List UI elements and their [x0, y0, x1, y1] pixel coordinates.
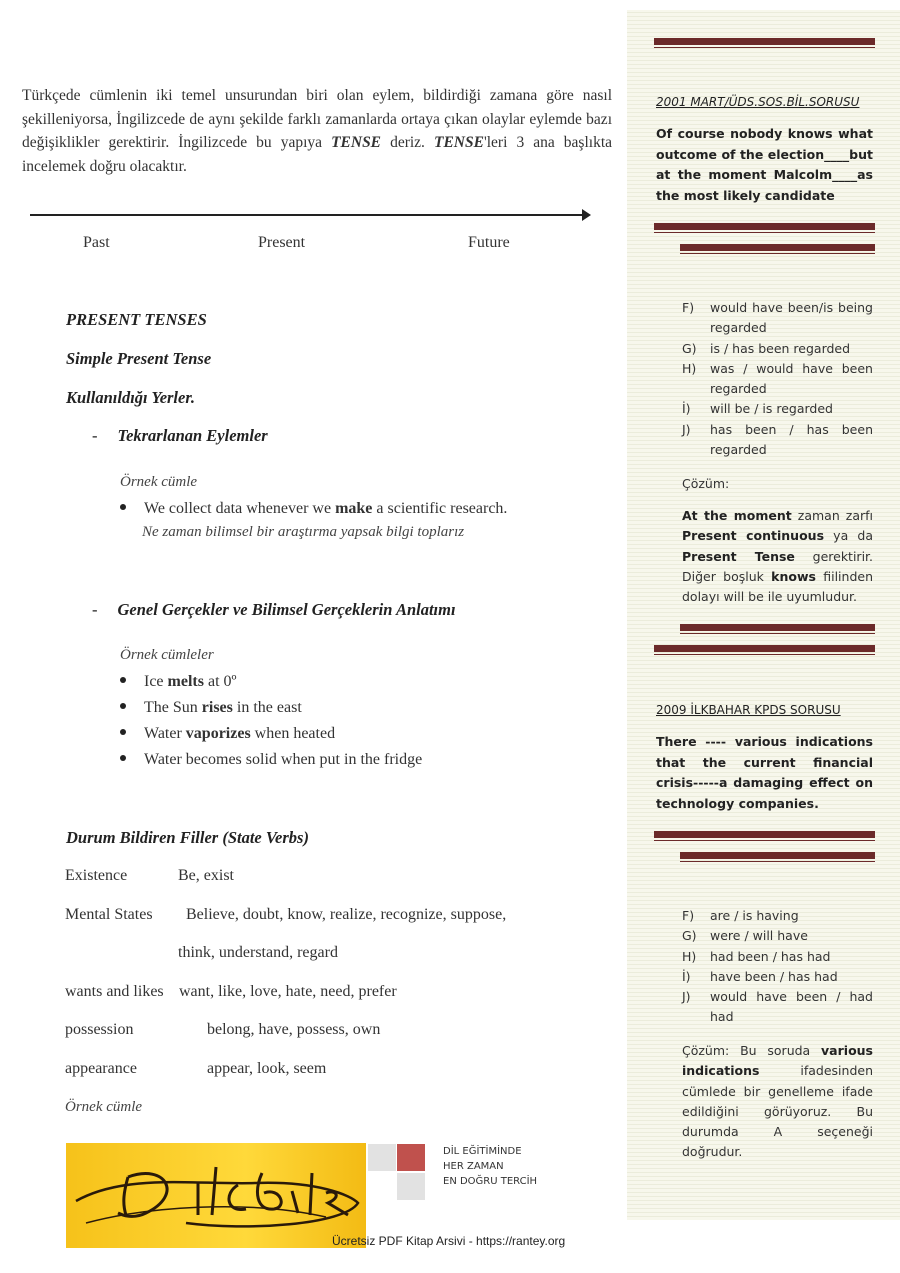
- state-verb-row: appearance appear, look, seem: [65, 1060, 327, 1077]
- answer-option: F) are / is having: [682, 908, 799, 923]
- arrow-head-icon: [582, 209, 591, 221]
- divider-rule: [680, 253, 875, 254]
- bullet-icon: [120, 729, 126, 735]
- usage-heading: Kullanıldığı Yerler.: [66, 388, 195, 407]
- state-verb-row: Mental States Believe, doubt, know, realize, recognize, suppose,: [65, 906, 507, 923]
- answer-option: G) were / will have: [682, 928, 808, 944]
- solution-label: Çözüm:: [682, 476, 730, 491]
- example-label: Örnek cümleler: [120, 647, 214, 663]
- question-2-title: 2009 İLKBAHAR KPDS SORUSU: [656, 703, 841, 717]
- timeline-present-label: Present: [258, 234, 306, 251]
- logo-square: [397, 1144, 425, 1171]
- intro-paragraph: Türkçede cümlenin iki temel unsurundan biri olan eylem, bildirdiği zamana göre nasıl şekilleniyorsa, İngilizcede de aynı şekilde farklı zamanlarda ortaya çıkan olaylar eylemde bazı değişiklikler gerektirir. İngilizcede bu yapıya TENSE deriz. TENSE'leri 3 ana başlıkta incelemek doğru olacaktır.: [22, 87, 613, 175]
- simple-present-heading: Simple Present Tense: [66, 349, 212, 368]
- question-1-text: Of course nobody knows what outcome of the election____but at the moment Malcolm____as the most likely candidate: [656, 126, 873, 203]
- divider-rule: [654, 831, 875, 838]
- divider-rule: [654, 38, 875, 45]
- answer-option: J) would have been / had had: [682, 989, 873, 1025]
- tense-term: TENSE: [331, 134, 382, 151]
- list-item: Water vaporizes when heated: [120, 725, 335, 743]
- logo-square: [368, 1144, 396, 1171]
- state-verbs-heading: Durum Bildiren Filler (State Verbs): [66, 828, 309, 847]
- divider-rule: [654, 47, 875, 48]
- answer-option: F) would have been/is being regarded: [682, 300, 873, 336]
- divider-rule: [654, 223, 875, 230]
- list-item: Ice melts at 0º: [120, 673, 236, 691]
- state-verb-row: wants and likes want, like, love, hate, need, prefer: [65, 983, 397, 1000]
- list-item: The Sun rises in the east: [120, 699, 302, 717]
- divider-rule: [654, 840, 875, 841]
- divider-rule: [654, 654, 875, 655]
- divider-rule: [680, 633, 875, 634]
- timeline-past-label: Past: [83, 234, 110, 251]
- state-verb-row: Existence Be, exist: [65, 867, 234, 884]
- answer-option: J) has been / has been regarded: [682, 421, 873, 458]
- section-repeated-actions: - Tekrarlanan Eylemler: [92, 426, 268, 445]
- translation: Ne zaman bilimsel bir araştırma yapsak bilgi toplarız: [142, 524, 465, 540]
- tense-term: TENSE: [433, 134, 484, 151]
- footer-text: Ücretsiz PDF Kitap Arsivi - https://rantey.org: [332, 1234, 566, 1248]
- list-item: Water becomes solid when put in the fridge: [120, 751, 422, 769]
- bullet-icon: [120, 504, 126, 510]
- question-1-title: 2001 MART/ÜDS.SOS.BİL.SORUSU: [656, 95, 860, 109]
- divider-rule: [680, 861, 875, 862]
- bullet-icon: [120, 755, 126, 761]
- logo-signature-icon: [66, 1143, 366, 1248]
- timeline-arrow-line: [30, 214, 586, 216]
- list-item: We collect data whenever we make a scientific research.: [120, 500, 507, 518]
- timeline-future-label: Future: [468, 234, 510, 251]
- example-label: Örnek cümle: [65, 1099, 143, 1115]
- dilbebir-logo: [66, 1143, 366, 1248]
- question-1-solution: At the moment zaman zarfı Present continuous ya da Present Tense gerektirir. Diğer boşluk knows fiilinden dolayı will be ile uyumludur.: [682, 508, 874, 605]
- answer-option: İ) have been / has had: [682, 968, 838, 984]
- tagline: DİL EĞİTİMİNDE HER ZAMAN EN DOĞRU TERCİH: [443, 1146, 538, 1187]
- answer-option: H) had been / has had: [682, 948, 831, 964]
- divider-rule: [680, 852, 875, 859]
- state-verb-row: think, understand, regard: [178, 944, 338, 961]
- question-2-solution: Çözüm: Bu soruda various indications ifadesinden cümlede bir genelleme ifade edildiğini görüyoruz. Bu durumda A seçeneği doğrudur.: [682, 1043, 873, 1160]
- divider-rule: [680, 244, 875, 251]
- present-tenses-heading: PRESENT TENSES: [66, 310, 207, 329]
- answer-option: G) is / has been regarded: [682, 340, 851, 356]
- logo-square: [397, 1173, 425, 1200]
- bullet-icon: [120, 677, 126, 683]
- example-label: Örnek cümle: [120, 474, 198, 490]
- answer-option: İ) will be / is regarded: [682, 401, 833, 417]
- answer-option: H) was / would have been regarded: [682, 360, 873, 397]
- divider-rule: [680, 624, 875, 631]
- divider-rule: [654, 232, 875, 233]
- state-verb-row: possession belong, have, possess, own: [65, 1021, 381, 1038]
- divider-rule: [654, 645, 875, 652]
- bullet-icon: [120, 703, 126, 709]
- question-1-options: [682, 298, 873, 460]
- question-2-options: [682, 906, 873, 1028]
- section-general-truths: - Genel Gerçekler ve Bilimsel Gerçeklerin Anlatımı: [92, 600, 456, 619]
- question-2-text: There ---- various indications that the current financial crisis-----a damaging effect on technology companies.: [656, 734, 873, 811]
